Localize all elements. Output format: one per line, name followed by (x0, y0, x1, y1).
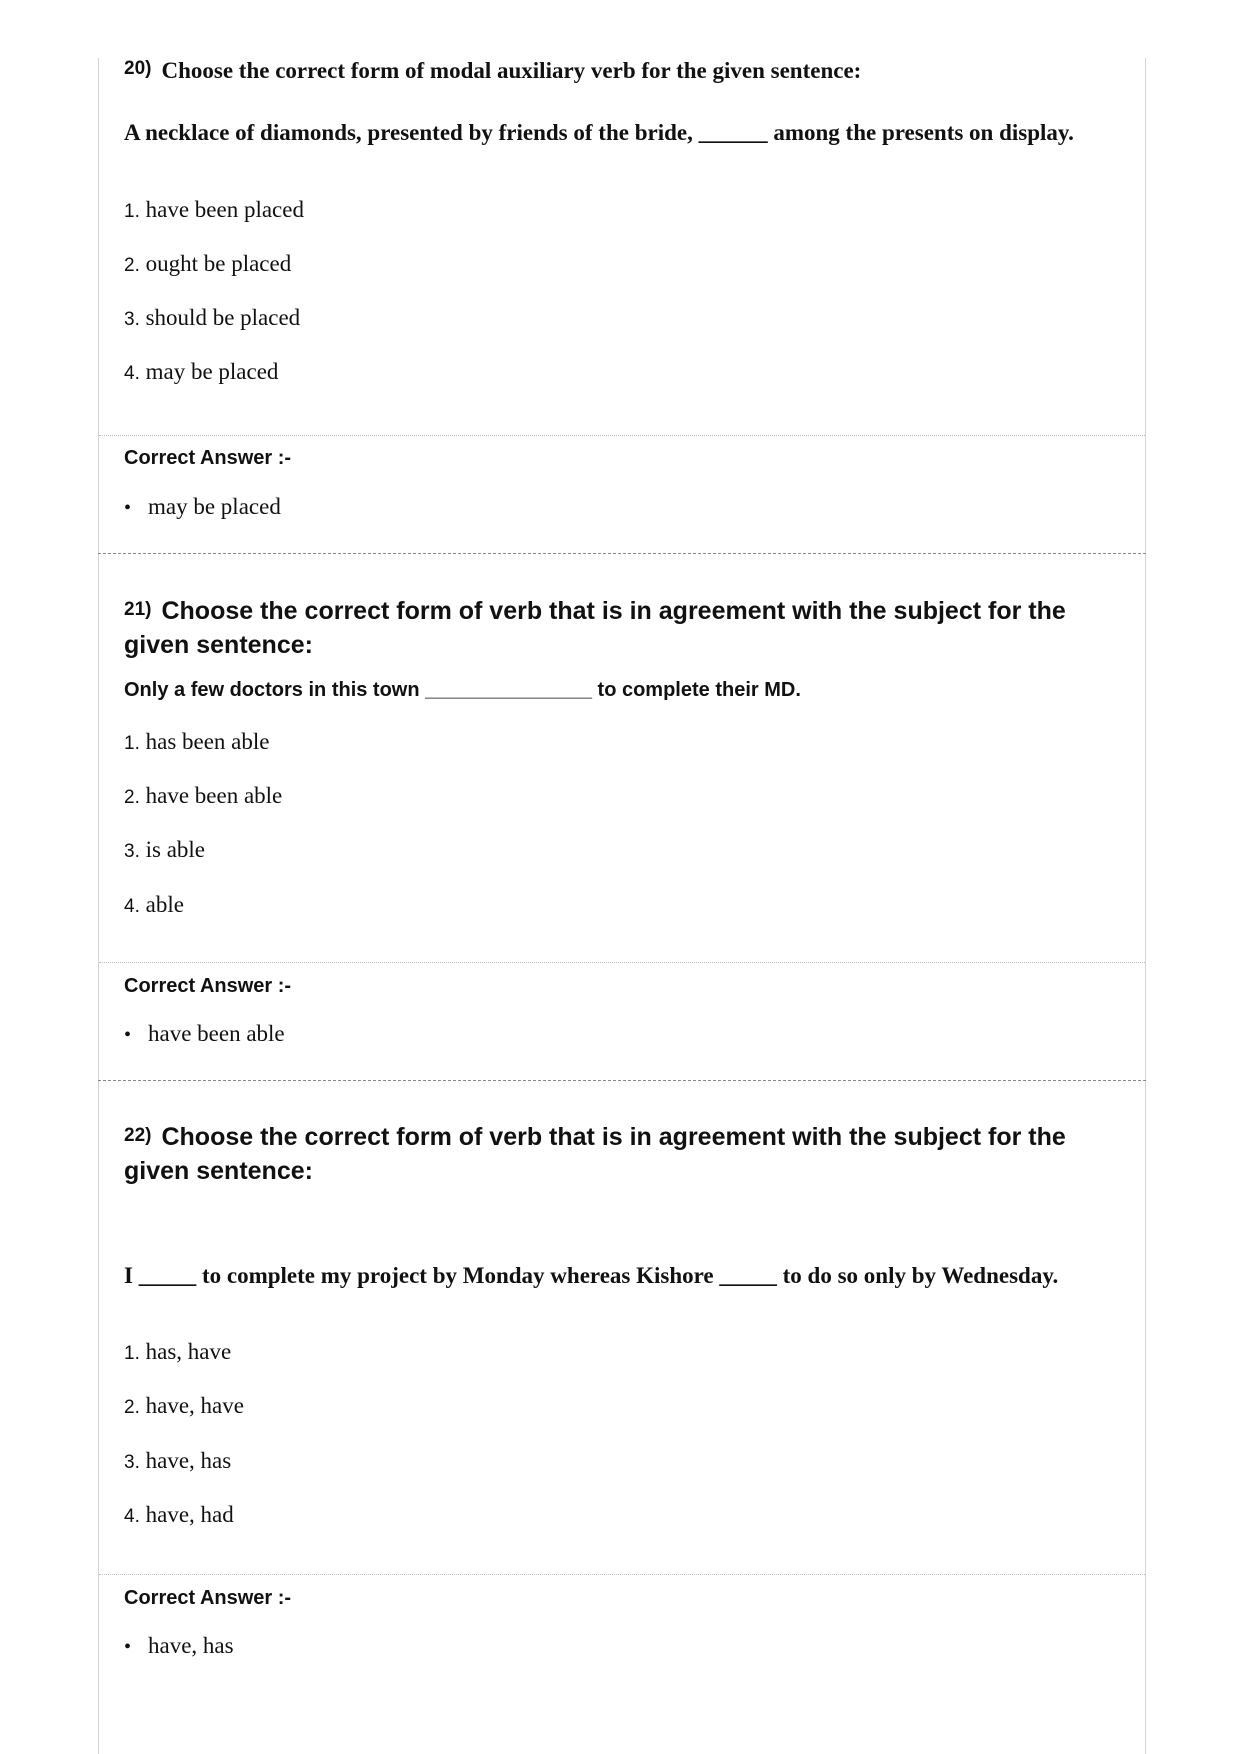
bullet-icon: • (124, 1024, 132, 1046)
option-1 (124, 727, 270, 757)
question-sentence: Only a few doctors in this town _______________ to complete their MD. (124, 679, 801, 701)
option-1 (124, 195, 304, 225)
answer-divider (99, 962, 1145, 963)
question-header (124, 594, 1084, 662)
option-text: should be placed (145, 305, 301, 330)
option-text: have, have (145, 1393, 244, 1418)
question-title: Choose the correct form of verb that is in agreement with the subject for the given sentence: (124, 1123, 1066, 1185)
option-3 (124, 835, 205, 865)
option-number: 1. (124, 1343, 140, 1364)
option-number: 2. (124, 787, 140, 808)
option-text: able (145, 892, 184, 917)
answer-divider (99, 435, 1145, 436)
correct-answer-text: have been able (148, 1021, 285, 1046)
option-2 (124, 249, 291, 279)
option-number: 3. (124, 841, 140, 862)
bullet-icon: • (124, 1636, 132, 1658)
question-separator (98, 553, 1146, 554)
option-number: 4. (124, 363, 140, 384)
question-number: 22) (124, 1125, 152, 1146)
correct-answer-text: have, has (148, 1633, 234, 1658)
correct-answer (124, 1021, 285, 1047)
question-title: Choose the correct form of verb that is in agreement with the subject for the given sentence: (124, 597, 1066, 659)
correct-answer-text: may be placed (148, 494, 281, 519)
option-text: has been able (145, 729, 270, 754)
question-number: 21) (124, 599, 152, 620)
option-text: has, have (145, 1339, 232, 1364)
option-number: 4. (124, 896, 140, 917)
question-paper-frame (98, 58, 1146, 1754)
question-sentence: I _____ to complete my project by Monday whereas Kishore _____ to do so only by Wednesday. (124, 1263, 1059, 1288)
option-3 (124, 303, 300, 333)
question-sentence: A necklace of diamonds, presented by friends of the bride, ______ among the presents on display. (124, 120, 1074, 145)
correct-answer (124, 494, 281, 520)
option-1 (124, 1337, 231, 1367)
bullet-icon: • (124, 497, 132, 519)
option-text: have, has (145, 1448, 232, 1473)
option-number: 1. (124, 201, 140, 222)
correct-answer-label: Correct Answer :- (124, 447, 292, 469)
option-number: 2. (124, 255, 140, 276)
option-text: have, had (145, 1502, 234, 1527)
option-4 (124, 1500, 234, 1530)
question-number: 20) (124, 58, 152, 79)
option-text: ought be placed (145, 251, 292, 276)
option-3 (124, 1446, 231, 1476)
option-2 (124, 781, 282, 811)
option-number: 2. (124, 1397, 140, 1418)
option-text: have been able (145, 783, 283, 808)
option-4 (124, 890, 184, 920)
option-text: is able (145, 837, 206, 862)
answer-divider (99, 1574, 1145, 1575)
option-text: may be placed (145, 359, 279, 384)
question-separator (98, 1080, 1146, 1081)
question-header (124, 58, 1084, 84)
option-number: 3. (124, 309, 140, 330)
option-number: 4. (124, 1506, 140, 1527)
correct-answer-label: Correct Answer :- (124, 1587, 292, 1609)
correct-answer (124, 1633, 234, 1659)
option-number: 1. (124, 733, 140, 754)
option-text: have been placed (145, 197, 304, 222)
option-4 (124, 357, 278, 387)
correct-answer-label: Correct Answer :- (124, 975, 292, 997)
question-title: Choose the correct form of modal auxiliary verb for the given sentence: (161, 58, 862, 83)
option-2 (124, 1391, 244, 1421)
option-number: 3. (124, 1452, 140, 1473)
question-header (124, 1120, 1084, 1188)
